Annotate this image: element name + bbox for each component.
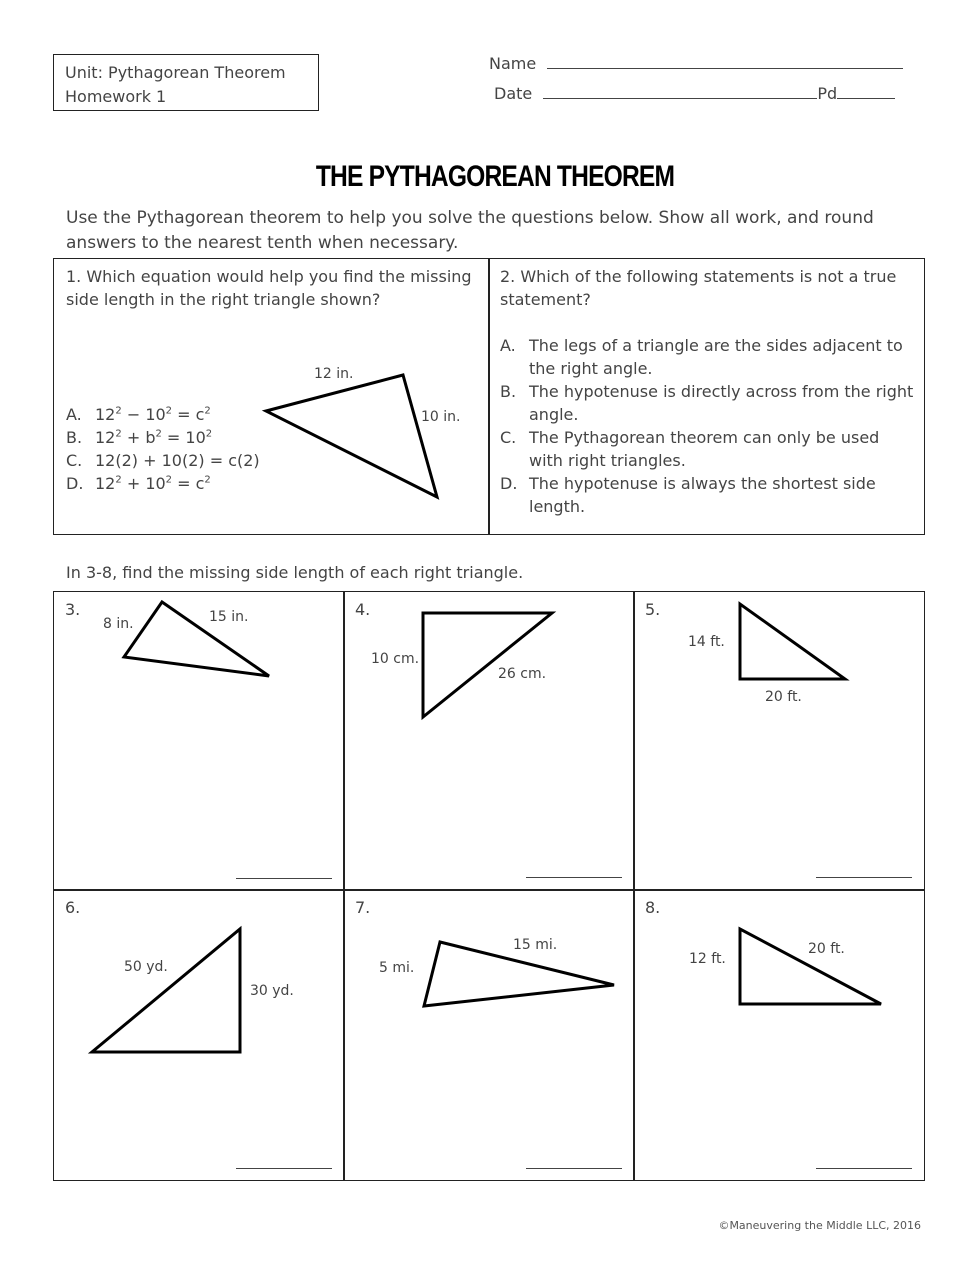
answer-line-problem-4[interactable] bbox=[526, 877, 622, 878]
triangle-problem-5 bbox=[740, 604, 845, 679]
problem-number: 7. bbox=[355, 898, 371, 917]
problem-number: 5. bbox=[645, 600, 661, 619]
unit-label: Unit: Pythagorean Theorem bbox=[65, 63, 286, 82]
answer-line-problem-5[interactable] bbox=[816, 877, 912, 878]
period-label: Pd bbox=[817, 84, 838, 103]
choice-b[interactable]: B. The hypotenuse is directly across from the right angle. bbox=[500, 382, 914, 424]
copyright-footer: ©Maneuvering the Middle LLC, 2016 bbox=[718, 1219, 921, 1232]
homework-label: Homework 1 bbox=[65, 87, 167, 106]
choice-d[interactable]: D. $12^2 + 10^2 = c^2$ bbox=[66, 474, 211, 493]
answer-line-problem-7[interactable] bbox=[526, 1168, 622, 1169]
problem-number: 8. bbox=[645, 898, 661, 917]
choice-d[interactable]: D. The hypotenuse is always the shortest side length. bbox=[500, 474, 876, 516]
name-label: Name bbox=[489, 54, 537, 73]
triangle-label: 12 in. bbox=[314, 366, 354, 382]
triangle-label: 20 ft. bbox=[808, 941, 845, 957]
answer-line-problem-3[interactable] bbox=[236, 878, 332, 879]
choice-a[interactable]: A. The legs of a triangle are the sides adjacent to the right angle. bbox=[500, 336, 903, 378]
triangle-problem-4 bbox=[423, 613, 552, 717]
triangle-label: 15 in. bbox=[209, 609, 249, 625]
problem-number: 3. bbox=[65, 600, 81, 619]
triangle-label: 14 ft. bbox=[688, 634, 725, 650]
grid-instruction: In 3-8, find the missing side length of each right triangle. bbox=[66, 563, 524, 582]
triangle-problem-6 bbox=[92, 929, 240, 1052]
problem-number: 4. bbox=[355, 600, 371, 619]
triangle-label: 12 ft. bbox=[689, 951, 726, 967]
date-label: Date bbox=[494, 84, 533, 103]
triangle-label: 20 ft. bbox=[765, 689, 802, 705]
triangle-label: 30 yd. bbox=[250, 983, 294, 999]
triangle-label: 26 cm. bbox=[498, 666, 547, 682]
triangle-label: 10 cm. bbox=[371, 651, 420, 667]
problem-number: 6. bbox=[65, 898, 81, 917]
page-title: THE PYTHAGOREAN THEOREM bbox=[315, 160, 675, 193]
answer-line-problem-8[interactable] bbox=[816, 1168, 912, 1169]
triangle-label: 5 mi. bbox=[379, 960, 415, 976]
triangle-label: 10 in. bbox=[421, 409, 461, 425]
question-1-prompt: 1. Which equation would help you find the missing side length in the right triangle shown? bbox=[66, 267, 472, 309]
choice-c[interactable]: C. 12(2) + 10(2) = c(2) bbox=[66, 451, 260, 470]
triangle-label: 15 mi. bbox=[513, 937, 558, 953]
choice-a[interactable]: A. $12^2 - 10^2 = c^2$ bbox=[66, 405, 211, 424]
answer-line-problem-6[interactable] bbox=[236, 1168, 332, 1169]
question-2-prompt: 2. Which of the following statements is not a true statement? bbox=[500, 267, 897, 309]
choice-c[interactable]: C. The Pythagorean theorem can only be used with right triangles. bbox=[500, 428, 880, 470]
choice-b[interactable]: B. $12^2 + b^2 = 10^2$ bbox=[66, 428, 213, 447]
triangle-label: 50 yd. bbox=[124, 959, 168, 975]
triangle-label: 8 in. bbox=[103, 616, 134, 632]
instructions: Use the Pythagorean theorem to help you solve the questions below. Show all work, and round answers to the nearest tenth when necessary. bbox=[66, 208, 874, 253]
